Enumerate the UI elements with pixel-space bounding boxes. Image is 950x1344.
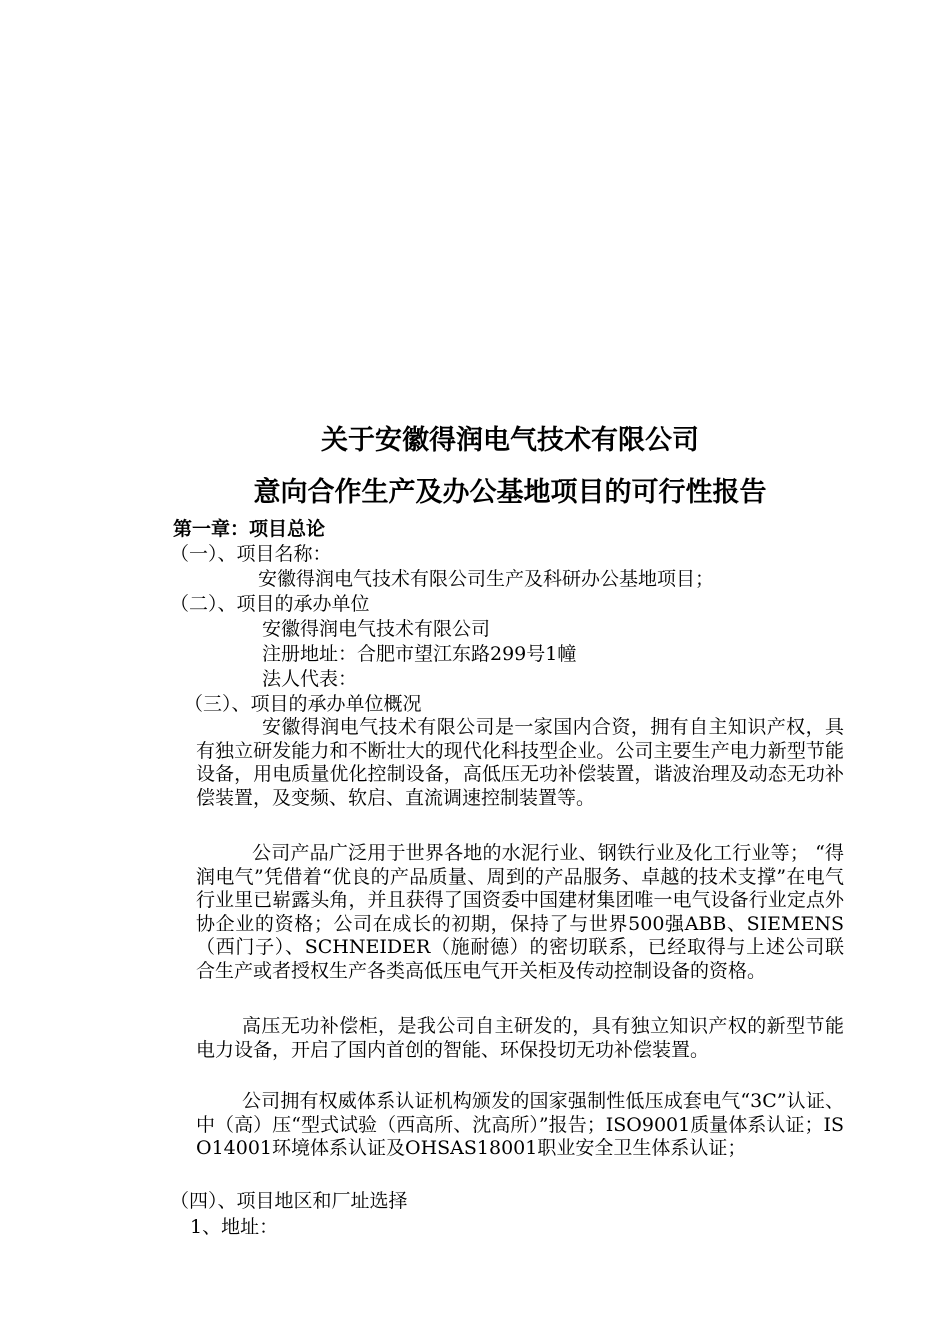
company-overview-paragraph-2: 公司产品广泛用于世界各地的水泥行业、钢铁行业及化工行业等； “得润电气”凭借着“优良的产品质量、周到的产品服务、卓越的技术支撑”在电气行业里已崭露头角，并且获得了国资委中国建材集团唯一电气设备行业定点外协企业的资格；公司在成长的初期，保持了与世界500强ABB、SIEMENS（西门子）、SCHNEIDER（施耐德）的密切联系，已经取得与上述公司联合生产或者授权生产各类高低压电气开关柜及传动控制设备的资格。 <box>196 842 844 982</box>
company-overview-paragraph-1: 安徽得润电气技术有限公司是一家国内合资，拥有自主知识产权，具有独立研发能力和不断壮大的现代化科技型企业。公司主要生产电力新型节能设备，用电质量优化控制设备，高低压无功补偿装置，谐波治理及动态无功补偿装置，及变频、软启、直流调速控制装置等。 <box>196 716 844 809</box>
section-4-heading: （四）、项目地区和厂址选择 <box>170 1190 408 1212</box>
registered-address: 注册地址：合肥市望江东路299号1幢 <box>262 643 577 665</box>
address-item: 1、地址： <box>190 1216 279 1238</box>
section-3-heading: （三）、项目的承办单位概况 <box>184 693 422 715</box>
section-2-heading: （二）、项目的承办单位 <box>170 593 370 615</box>
company-name: 安徽得润电气技术有限公司 <box>262 618 491 640</box>
company-overview-paragraph-4: 公司拥有权威体系认证机构颁发的国家强制性低压成套电气“3C”认证、中（高）压“型式试验（西高所、沈高所）”报告；ISO9001质量体系认证；ISO14001环境体系认证及OHSAS18001职业安全卫生体系认证； <box>196 1090 844 1160</box>
legal-representative: 法人代表： <box>262 668 358 690</box>
document-title-line-2: 意向合作生产及办公基地项目的可行性报告 <box>253 477 767 508</box>
company-overview-paragraph-3: 高压无功补偿柜，是我公司自主研发的，具有独立知识产权的新型节能电力设备，开启了国内首创的智能、环保投切无功补偿装置。 <box>196 1015 844 1061</box>
section-1-heading: （一）、项目名称： <box>170 543 332 565</box>
document-title-line-1: 关于安徽得润电气技术有限公司 <box>321 425 699 456</box>
project-name: 安徽得润电气技术有限公司生产及科研办公基地项目； <box>258 568 715 590</box>
chapter-heading: 第一章：项目总论 <box>173 518 326 540</box>
